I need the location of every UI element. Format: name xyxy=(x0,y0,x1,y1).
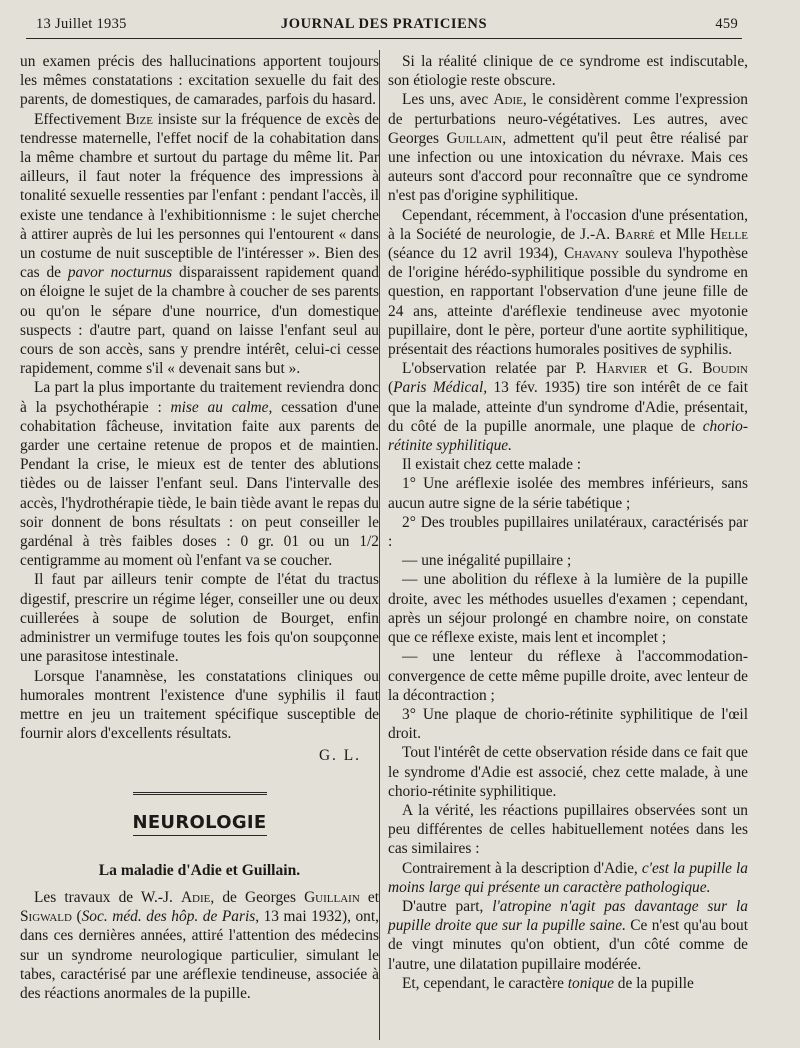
left-column xyxy=(20,52,379,1003)
paragraph: un examen précis des hallucinations apportent toujours les mêmes constatations : excitation sexuelle du fait des parents, de domestiques, de camarades, parfois du hasard. xyxy=(20,53,379,109)
list-item: — une lenteur du réflexe à l'accommodation-convergence de cette même pupille droite, avec lenteur de la décontraction ; xyxy=(388,648,748,704)
article-title: La maladie d'Adie et Guillain. xyxy=(98,861,301,879)
paragraph: Et, cependant, le caractère tonique de la pupille xyxy=(402,974,694,992)
list-item: — une inégalité pupillaire ; xyxy=(402,552,572,570)
list-item: 3° Une plaque de chorio-rétinite syphilitique de l'œil droit. xyxy=(388,705,748,743)
author-name: Bize xyxy=(125,110,153,128)
paragraph: Effectivement Bize insiste sur la fréquence de excès de tendresse maternelle, l'effet nocif de la cohabitation dans la même chambre et surtout du partage du même lit. Par ailleurs, il faut noter la fréquence des impressions à tonalité sexuelle ressenties par l'enfant : pendant l'accès, il existe une tendance à l'exhibitionnisme : le sujet cherche à attirer auprès de lui les personnes qui l'entourent « dans un costume de nuit susceptible de l'intéresser ». Bien des cas de pavor nocturnus disparaissent rapidement quand on éloigne le sujet de la chambre à coucher de ses parents ou qu'on le sépare d'une nourrice, d'un domestique suspects : d'autre part, quand on laisse l'enfant seul au cours de son accès, sans y prendre intérêt, celui-ci cesse rapidement, comme s'il « devenait sans but ». xyxy=(20,110,379,378)
paragraph: Lorsque l'anamnèse, les constatations cliniques ou humorales montrent l'existence d'une syphilis il faut mettre en jeu un traitement spécifique susceptible de fournir alors d'excellents résultats. xyxy=(20,667,379,743)
author-signature: G. L. xyxy=(318,747,361,765)
paragraph: La part la plus importante du traitement reviendra donc à la psychothérapie : mise au calme, cessation d'une cohabitation fâcheuse, invitation faite aux parents de garder une certaine retenue de propos et de maintien. Pendant la crise, le mieux est de tenter des ablutions tièdes ou de laisser l'enfant seul. Dans l'intervalle des accès, l'hydrothérapie tiède, le bain tiède avant le repas du soir donnent de bons résultats : on peut conseiller le gardénal à très faibles doses : 0 gr. 01 ou un 1/2 centigramme au moment où l'enfant va se coucher. xyxy=(20,379,379,570)
paragraph: Les uns, avec Adie, le considèrent comme l'expression de perturbations neuro-végétatives. Les autres, avec Georges Guillain, admettent qu'il peut être réalisé par une infection ou une intoxication du névraxe. Mais ces auteurs sont d'accord pour reconnaître que ce syndrome n'est pas d'origine syphilitique. xyxy=(388,91,748,205)
paragraph: A la vérité, les réactions pupillaires observées sont un peu différentes de celles habituellement notées dans les cas similaires : xyxy=(388,801,748,858)
paragraph: Il existait chez cette malade : xyxy=(402,456,582,474)
paragraph: Cependant, récemment, à l'occasion d'une présentation, à la Société de neurologie, de J.-A. Barré et Mlle Helle (séance du 12 avril 1934), Chavany souleva l'hypothèse de l'origine hérédo-syphilitique possible du syndrome en question, en rapportant l'observation d'une jeune fille de 24 ans, atteinte d'aréflexie tendineuse avec myotonie pupillaire, dont le père, porteur d'une aortite syphilitique, présentait des réactions humorales positives de syphilis. xyxy=(388,206,748,359)
section-divider xyxy=(133,792,267,799)
paragraph: Tout l'intérêt de cette observation réside dans ce fait que le syndrome d'Adie est associé, chez cette malade, à une chorio-rétinite syphilitique. xyxy=(388,744,748,800)
list-item: 1° Une aréflexie isolée des membres inférieurs, sans aucun autre signe de la série tabétique ; xyxy=(388,475,748,512)
right-column xyxy=(388,52,748,993)
list-item: 2° Des troubles pupillaires unilatéraux, caractérisés par : xyxy=(388,513,748,551)
page-number: 459 xyxy=(715,16,738,32)
paragraph: D'autre part, l'atropine n'agit pas davantage sur la pupille droite que sur la pupille saine. Ce n'est qu'au bout de vingt minutes qu'on obtient, d'un côté comme de l'autre, une dilatation pupillaire modérée. xyxy=(388,897,748,973)
paragraph: Contrairement à la description d'Adie, c'est la pupille la moins large qui présente un caractère pathologique. xyxy=(388,859,748,896)
page-header xyxy=(26,14,742,39)
paragraph: Si la réalité clinique de ce syndrome est indiscutable, son étiologie reste obscure. xyxy=(388,53,748,90)
issue-date: 13 Juillet 1935 xyxy=(36,16,127,32)
column-divider xyxy=(379,50,380,1040)
section-title: NEUROLOGIE xyxy=(132,811,267,833)
section-underline xyxy=(133,835,267,836)
paragraph: Les travaux de W.-J. Adie, de Georges Guillain et Sigwald (Soc. méd. des hôp. de Paris, 13 mai 1932), ont, dans ces dernières années, attiré l'attention des médecins sur un syndrome neurologique particulier, simulant le tabes, caractérisé par une aréflexie tendineuse, associée à des réactions anormales de la pupille. xyxy=(20,888,379,1002)
paragraph: Il faut par ailleurs tenir compte de l'état du tractus digestif, prescrire un régime léger, conseiller une ou deux cuillerées à soupe de solution de Bourget, enfin administrer un vermifuge toutes les fois qu'on soupçonne une parasitose intestinale. xyxy=(20,571,379,666)
journal-title: JOURNAL DES PRATICIENS xyxy=(280,16,488,32)
list-item: — une abolition du réflexe à la lumière de la pupille droite, avec les méthodes usuelles d'examen ; cependant, après un séjour prolongé en chambre noire, on constate que ce réflexe existe, mais lent et incomplet ; xyxy=(388,571,748,647)
paragraph: L'observation relatée par P. Harvier et G. Boudin (Paris Médical, 13 fév. 1935) tire son intérêt de ce fait que la malade, atteinte d'un syndrome d'Adie, présentait, du côté de la pupille anormale, une plaque de chorio-rétinite syphilitique. xyxy=(388,360,748,455)
